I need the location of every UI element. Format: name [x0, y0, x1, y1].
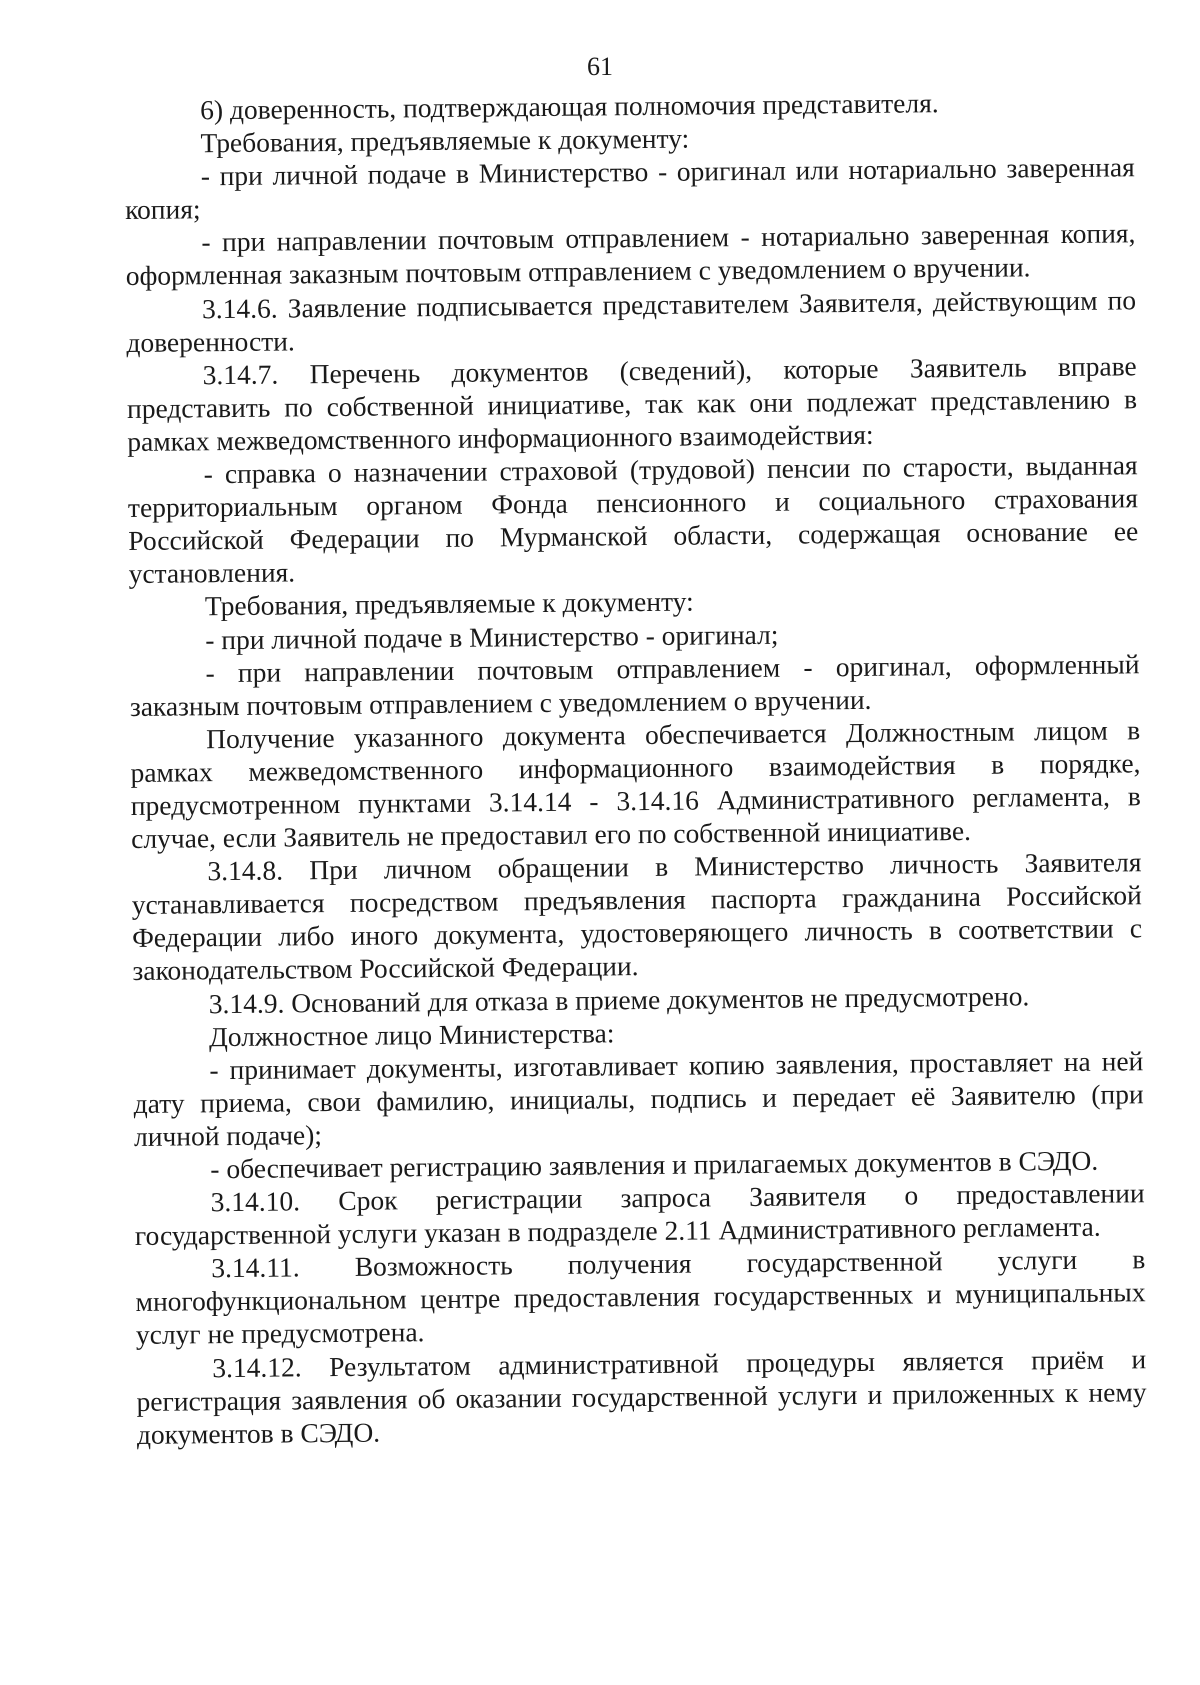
paragraph-3-14-10: 3.14.10. Срок регистрации запроса Заявителя о предоставлении государственной услуги указан в подразделе 2.11 Административного регламента.: [134, 1177, 1145, 1252]
paragraph-requirements-heading-2: Требования, предъявляемые к документу:: [204, 585, 694, 622]
paragraph-personal-original: - при личной подаче в Министерство - оригинал;: [205, 618, 779, 655]
paragraph-pension-certificate: - справка о назначении страховой (трудовой) пенсии по старости, выданная территориальным органом Фонда пенсионного и социального страхования Российской Федерации по Мурманской области, содержащая основание ее установления.: [127, 449, 1139, 590]
paragraph-postal-original: - при направлении почтовым отправлением - оригинал, оформленный заказным почтовым отправлением с уведомлением о вручении.: [129, 647, 1140, 722]
paragraph-3-14-11: 3.14.11. Возможность получения государственной услуги в многофункциональном центре предоставления государственных и муниципальных услуг не предусмотрена.: [135, 1243, 1146, 1351]
paragraph-document-obtaining: Получение указанного документа обеспечивается Должностным лицом в рамках межведомственного информационного взаимодействия в порядке, предусмотренном пунктами 3.14.14 - 3.14.16 Административного регламента, в случае, если Заявитель не предоставил его по собственной инициативе.: [130, 714, 1141, 855]
paragraph-postal-submission: - при направлении почтовым отправлением - нотариально заверенная копия, оформленная заказным почтовым отправлением с уведомлением о вручении.: [125, 217, 1136, 292]
paragraph-accepts-documents: - принимает документы, изготавливает копию заявления, проставляет на ней дату приема, свои фамилию, инициалы, подпись и передает её Заявителю (при личной подаче);: [133, 1044, 1144, 1152]
paragraph-3-14-8: 3.14.8. При личном обращении в Министерство личность Заявителя устанавливается посредством предъявления паспорта гражданина Российской Федерации либо иного документа, удостоверяющего личность в соответствии с законодательством Российской Федерации.: [131, 846, 1143, 987]
page-number: 61: [587, 52, 613, 81]
paragraph-3-14-7: 3.14.7. Перечень документов (сведений), которые Заявитель вправе представить по собственной инициативе, так как они подлежат представлению в рамках межведомственного информационного взаимодействия:: [126, 350, 1138, 457]
paragraph-3-14-9: 3.14.9. Оснований для отказа в приеме документов не предусмотрено.: [208, 979, 1030, 1019]
paragraph-registration-sedo: - обеспечивает регистрацию заявления и прилагаемых документов в СЭДО.: [210, 1144, 1099, 1185]
paragraph-personal-submission: - при личной подаче в Министерство - оригинал или нотариально заверенная копия;: [124, 151, 1135, 226]
paragraph-3-14-12: 3.14.12. Результатом административной процедуры является приём и регистрация заявления об оказании государственной услуги и приложенных к нему документов в СЭДО.: [136, 1342, 1147, 1450]
paragraph-3-14-6: 3.14.6. Заявление подписывается представителем Заявителя, действующим по доверенности.: [126, 283, 1137, 358]
paragraph-requirements-heading: Требования, предъявляемые к документу:: [200, 122, 690, 159]
document-body: [124, 84, 1147, 1450]
paragraph-official-heading: Должностное лицо Министерства:: [208, 1016, 615, 1052]
paragraph-power-of-attorney: 6) доверенность, подтверждающая полномочия представителя.: [200, 87, 939, 126]
